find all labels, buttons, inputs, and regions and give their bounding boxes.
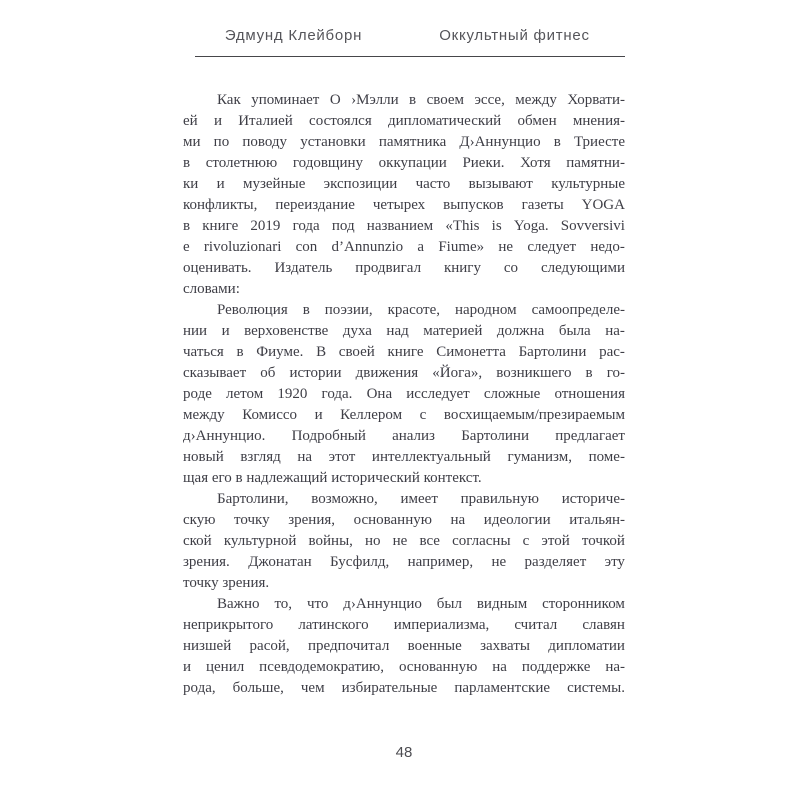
word: видным — [476, 596, 528, 612]
word: д›Аннунцио — [343, 596, 422, 612]
word: rivoluzionari — [203, 239, 282, 255]
word: своем — [426, 92, 465, 108]
word: Джонатан — [248, 554, 312, 570]
word: В — [316, 344, 327, 360]
text-line — [183, 636, 625, 657]
word: ей — [183, 113, 198, 129]
word: материей — [423, 323, 483, 339]
word: латинского — [298, 617, 369, 633]
word: Она — [366, 386, 393, 402]
word: YOGA — [581, 197, 625, 213]
word: в — [585, 365, 593, 381]
word: книге — [387, 344, 424, 360]
word: в — [409, 92, 417, 108]
word: сложные — [483, 386, 541, 402]
running-head-title: Оккультный фитнес — [439, 27, 590, 44]
text-line — [183, 111, 625, 132]
word: сказывает — [183, 365, 247, 381]
word: оккупации — [378, 155, 447, 171]
word: столетнюю — [205, 155, 278, 171]
paragraph — [183, 594, 625, 699]
word: избирательные — [341, 680, 438, 696]
word: не — [498, 239, 514, 255]
word: «Йога», — [432, 365, 483, 381]
word: d’Annunzio — [331, 239, 404, 255]
word: названием — [366, 218, 434, 234]
word: дипломатии — [548, 638, 625, 654]
word: Хотя — [520, 155, 551, 171]
word: и — [213, 113, 222, 129]
word: Хорвати- — [567, 92, 625, 108]
text-line: щая его в надлежащий исторический контекст. — [183, 470, 482, 486]
word: народном — [454, 302, 517, 318]
word: этот — [328, 449, 356, 465]
word: возможно, — [311, 491, 378, 507]
paragraph — [183, 90, 625, 300]
word: 1920 — [277, 386, 308, 402]
word: выпусков — [443, 197, 504, 213]
word: по — [213, 134, 230, 150]
word: со — [503, 260, 519, 276]
word: идеологии — [483, 512, 551, 528]
word: Бусфилд, — [330, 554, 390, 570]
word: возникшего — [496, 365, 572, 381]
word: часто — [415, 176, 451, 192]
word: в — [553, 134, 561, 150]
word: основанную — [398, 659, 478, 675]
word: то, — [274, 596, 293, 612]
word: самоопределе- — [531, 302, 625, 318]
word: сторонником — [542, 596, 625, 612]
word: и — [216, 176, 225, 192]
header-rule — [195, 56, 625, 57]
word: новый — [183, 449, 224, 465]
word: вызывают — [468, 176, 533, 192]
text-line — [183, 300, 625, 321]
text-line — [183, 237, 625, 258]
word: культурные — [551, 176, 625, 192]
word: чаться — [183, 344, 224, 360]
word: памятника — [378, 134, 447, 150]
word: с — [419, 407, 427, 423]
word: состоялся — [309, 113, 372, 129]
word: псевдодемократию, — [259, 659, 384, 675]
word: должна — [496, 323, 545, 339]
word: духа — [342, 323, 372, 339]
text-line — [183, 510, 625, 531]
word: 2019 — [250, 218, 281, 234]
word: продвигал — [355, 260, 422, 276]
word: О — [329, 92, 341, 108]
word: исследует — [406, 386, 470, 402]
word: что — [306, 596, 329, 612]
paragraph — [183, 300, 625, 489]
text-line — [183, 90, 625, 111]
text-line — [183, 174, 625, 195]
word: Издатель — [274, 260, 333, 276]
word: на — [492, 659, 507, 675]
word: Бартолини — [461, 428, 529, 444]
word: следующими — [540, 260, 625, 276]
word: на — [450, 512, 466, 528]
text-line — [183, 531, 625, 552]
word: is — [491, 218, 502, 234]
word: гуманизм, — [507, 449, 572, 465]
word: Келлером — [340, 407, 403, 423]
word: взгляд — [240, 449, 281, 465]
word: ской — [183, 533, 212, 549]
word: историче- — [561, 491, 625, 507]
word: Fiume» — [438, 239, 485, 255]
word: обмен — [517, 113, 557, 129]
text-column — [183, 0, 625, 800]
word: культурной — [223, 533, 297, 549]
word: системы. — [567, 680, 625, 696]
word: четырех — [372, 197, 426, 213]
word: ›Мэлли — [351, 92, 399, 108]
text-line — [183, 657, 625, 678]
word: в — [183, 155, 191, 171]
word: д›Аннунцио. — [183, 428, 266, 444]
word: Риеки. — [462, 155, 505, 171]
word: конфликты, — [183, 197, 258, 213]
word: на- — [605, 323, 625, 339]
text-line: точку зрения. — [183, 575, 270, 591]
text-line — [183, 216, 625, 237]
word: например, — [407, 554, 474, 570]
word: Бартолини — [518, 344, 587, 360]
text-line — [183, 489, 625, 510]
word: «This — [445, 218, 480, 234]
word: не — [392, 533, 408, 549]
word: эту — [604, 554, 625, 570]
word: ми — [183, 134, 201, 150]
text-line — [183, 153, 625, 174]
word: больше, — [232, 680, 284, 696]
running-head — [183, 27, 625, 44]
word: Триесте — [573, 134, 625, 150]
word: чем — [300, 680, 325, 696]
word: музейные — [242, 176, 306, 192]
word: верховенстве — [244, 323, 329, 339]
word: упоминает — [251, 92, 320, 108]
word: зрения. — [183, 554, 230, 570]
word: летом — [226, 386, 264, 402]
word: с — [522, 533, 530, 549]
word: отношения — [554, 386, 625, 402]
word: Yoga. — [513, 218, 549, 234]
word: мнения- — [572, 113, 625, 129]
word: недо- — [590, 239, 625, 255]
word: об — [260, 365, 276, 381]
word: года — [292, 218, 320, 234]
word: точку — [234, 512, 270, 528]
word: ценил — [205, 659, 245, 675]
word: ки — [183, 176, 199, 192]
word: Италией — [238, 113, 293, 129]
word: дипломатический — [387, 113, 502, 129]
word: оценивать. — [183, 260, 252, 276]
word: красоте, — [387, 302, 440, 318]
text-line — [183, 426, 625, 447]
word: con — [295, 239, 318, 255]
word: над — [386, 323, 409, 339]
word: анализ — [392, 428, 435, 444]
word: Подробный — [291, 428, 366, 444]
text-line: словами: — [183, 281, 240, 297]
text-line — [183, 342, 625, 363]
word: разделяет — [524, 554, 587, 570]
word: между — [515, 92, 557, 108]
running-head-author: Эдмунд Клейборн — [224, 27, 363, 44]
text-line — [183, 132, 625, 153]
page-body — [183, 90, 625, 699]
text-line — [183, 384, 625, 405]
text-line — [183, 363, 625, 384]
word: на- — [605, 659, 625, 675]
word: Фиуме. — [256, 344, 304, 360]
word: и — [314, 407, 323, 423]
word: в — [302, 302, 310, 318]
word: но — [365, 533, 381, 549]
text-line — [183, 321, 625, 342]
word: истории — [289, 365, 342, 381]
word: роде — [183, 386, 212, 402]
word: восхищаемым/презираемым — [443, 407, 625, 423]
word: a — [417, 239, 425, 255]
word: книге — [202, 218, 239, 234]
word: итальян- — [569, 512, 625, 528]
word: поводу — [242, 134, 288, 150]
word: поэзии, — [324, 302, 373, 318]
paragraph — [183, 489, 625, 594]
text-line — [183, 405, 625, 426]
word: рода, — [183, 680, 216, 696]
word: и — [221, 323, 230, 339]
text-line — [183, 594, 625, 615]
word: Симонетта — [436, 344, 506, 360]
word: поддержке — [521, 659, 591, 675]
text-line — [183, 447, 625, 468]
word: захваты — [480, 638, 530, 654]
word: газеты — [521, 197, 564, 213]
word: согласны — [452, 533, 511, 549]
word: го- — [606, 365, 625, 381]
word: военные — [407, 638, 462, 654]
word: экспозиции — [323, 176, 398, 192]
word: нии — [183, 323, 208, 339]
word: на — [297, 449, 313, 465]
word: славян — [582, 617, 625, 633]
word: был — [436, 596, 462, 612]
word: правильную — [460, 491, 539, 507]
word: империализма, — [393, 617, 490, 633]
word: зрения, — [288, 512, 335, 528]
word: годовщину — [292, 155, 364, 171]
word: Sovversivi — [560, 218, 625, 234]
word: этой — [541, 533, 570, 549]
word: предпочитал — [307, 638, 390, 654]
word: следует — [527, 239, 577, 255]
text-line — [183, 615, 625, 636]
text-line — [183, 258, 625, 279]
word: скую — [183, 512, 216, 528]
word: парламентские — [454, 680, 551, 696]
word: своей — [338, 344, 375, 360]
word: Важно — [217, 596, 260, 612]
word: установки — [300, 134, 366, 150]
page-number: 48 — [395, 744, 413, 761]
word: неприкрытого — [183, 617, 274, 633]
word: книгу — [443, 260, 481, 276]
text-line — [183, 678, 625, 699]
word: эссе, — [474, 92, 505, 108]
word: расой, — [249, 638, 290, 654]
word: года. — [321, 386, 353, 402]
word: e — [183, 239, 190, 255]
word: Д›Аннунцио — [459, 134, 541, 150]
word: предлагает — [555, 428, 625, 444]
word: не — [491, 554, 507, 570]
word: рас- — [599, 344, 625, 360]
word: поме- — [588, 449, 625, 465]
word: войны, — [308, 533, 353, 549]
word: и — [183, 659, 192, 675]
word: в — [236, 344, 244, 360]
word: точкой — [581, 533, 625, 549]
word: все — [419, 533, 440, 549]
word: была — [558, 323, 591, 339]
word: памятни- — [566, 155, 625, 171]
word: переиздание — [275, 197, 355, 213]
word: считал — [514, 617, 558, 633]
word: движения — [355, 365, 419, 381]
word: Комиссо — [242, 407, 298, 423]
word: между — [183, 407, 225, 423]
word: интеллектуальный — [371, 449, 491, 465]
word: Революция — [217, 302, 288, 318]
word: в — [183, 218, 191, 234]
word: Как — [217, 92, 241, 108]
text-line — [183, 195, 625, 216]
word: под — [331, 218, 355, 234]
text-line — [183, 552, 625, 573]
word: низшей — [183, 638, 232, 654]
word: Бартолини, — [217, 491, 289, 507]
word: основанную — [353, 512, 432, 528]
word: имеет — [400, 491, 438, 507]
